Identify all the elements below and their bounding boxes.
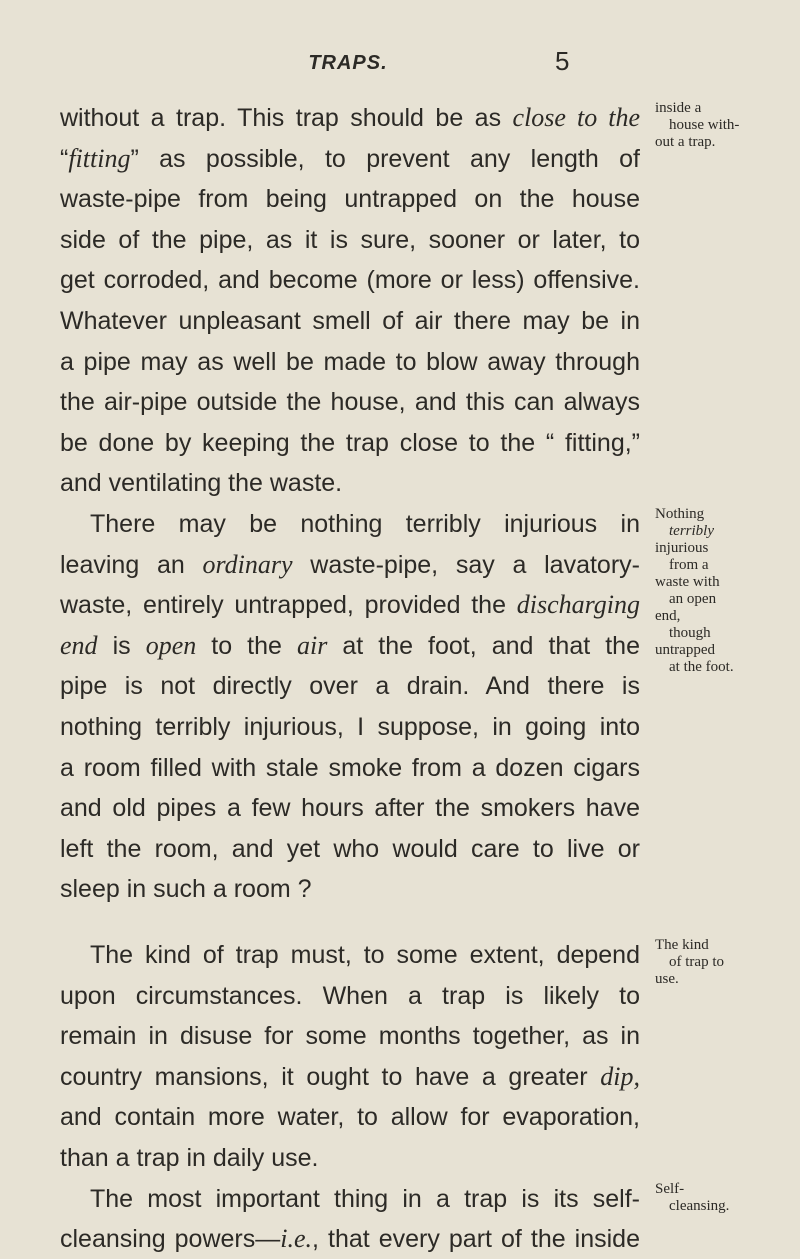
page-header	[0, 46, 800, 92]
margin-note-line: end,	[655, 608, 681, 624]
text-segment: is	[97, 631, 146, 660]
text-segment: , that every part of the inside	[312, 1225, 640, 1254]
text-line	[60, 342, 640, 382]
margin-note-line: an open	[669, 591, 717, 607]
italic-text: open	[145, 630, 197, 660]
margin-note-line: use.	[655, 971, 679, 987]
text-line	[60, 788, 640, 828]
margin-note-line: from a	[669, 557, 709, 573]
italic-text: end	[60, 630, 98, 660]
text-segment: and ventilating the waste.	[60, 469, 343, 498]
italic-text: dip,	[600, 1061, 640, 1091]
margin-note-line: Self-	[655, 1180, 685, 1197]
text-segment: Whatever unpleasant smell of air there may be in	[60, 307, 640, 335]
margin-note-line: injurious	[655, 540, 709, 556]
text-segment: The most important thing in a trap is its self-	[90, 1184, 640, 1213]
margin-note-line: inside a	[655, 100, 702, 116]
text-segment: and old pipes a few hours after the smokers have	[60, 794, 640, 823]
text-line	[60, 869, 640, 909]
text-segment: get corroded, and become (more or less) offensive.	[60, 266, 640, 295]
margin-note	[655, 506, 795, 676]
text-line	[60, 935, 640, 975]
text-segment: waste-pipe from being untrapped on the house	[60, 185, 640, 214]
margin-note-line: house with-	[669, 117, 740, 133]
text-segment: leaving an	[60, 550, 203, 579]
text-segment: left the room, and yet who would care to live or	[60, 834, 640, 863]
margin-note-line: of trap to	[669, 954, 724, 970]
text-segment: waste-pipe, say a lavatory-	[292, 550, 640, 579]
text-segment: The kind of trap must, to some extent, depend	[90, 941, 640, 969]
text-line	[60, 976, 640, 1016]
text-segment: “	[60, 144, 69, 173]
text-line	[60, 260, 640, 300]
italic-text: air	[296, 630, 328, 660]
text-segment: upon circumstances. When a trap is likely to	[60, 981, 640, 1010]
margin-note-line: out a trap.	[655, 134, 716, 150]
text-segment: than a trap in daily use.	[60, 1144, 319, 1172]
text-segment: side of the pipe, as it is sure, sooner or later, to	[60, 225, 640, 254]
text-line	[60, 179, 640, 219]
text-line	[60, 220, 640, 260]
italic-text: ordinary	[202, 549, 293, 579]
text-line	[60, 1219, 640, 1259]
text-line	[60, 301, 640, 341]
text-line	[60, 1097, 640, 1137]
text-line	[60, 1179, 640, 1219]
text-segment: at the foot, and that the	[327, 631, 640, 660]
text-line	[60, 382, 640, 422]
text-segment: a pipe may as well be made to blow away through	[60, 347, 640, 376]
text-segment: pipe is not directly over a drain. And there is	[60, 672, 640, 701]
text-line	[60, 463, 640, 503]
text-line	[60, 98, 640, 138]
text-line	[60, 748, 640, 788]
margin-note-line: The kind	[655, 937, 709, 953]
margin-note	[655, 1181, 795, 1215]
margin-note-line: Nothing	[655, 506, 705, 522]
page-number: 5	[555, 46, 570, 76]
margin-note-line: waste with	[655, 574, 720, 590]
text-line	[60, 585, 640, 625]
text-segment: nothing terribly injurious, I suppose, in going into	[60, 713, 640, 741]
margin-note-line: though	[669, 625, 711, 641]
text-line	[60, 1057, 640, 1097]
text-segment: without a trap. This trap should be as	[60, 104, 513, 132]
text-segment: be done by keeping the trap close to the “ fitting,”	[60, 428, 640, 457]
text-line	[60, 707, 640, 747]
italic-text: discharging	[516, 590, 640, 620]
italic-text: i.e.	[280, 1224, 313, 1254]
text-segment: the air-pipe outside the house, and this can always	[60, 388, 640, 417]
running-head: TRAPS.	[308, 52, 388, 74]
text-segment: country mansions, it ought to have a greater	[60, 1062, 601, 1091]
text-line	[60, 545, 640, 585]
text-line	[60, 666, 640, 706]
text-segment: There may be nothing terribly injurious in	[90, 510, 640, 538]
margin-note-line: terribly	[669, 523, 714, 539]
text-segment: ” as possible, to prevent any length of	[130, 144, 640, 173]
margin-note	[655, 100, 795, 151]
margin-note-line: untrapped	[655, 642, 715, 658]
text-line	[60, 139, 640, 179]
text-segment: cleansing powers—	[60, 1225, 281, 1254]
margin-note	[655, 937, 795, 988]
text-line	[60, 423, 640, 463]
text-segment: waste, entirely untrapped, provided the	[60, 591, 517, 620]
text-line	[60, 1138, 640, 1178]
text-line	[60, 829, 640, 869]
text-segment: and contain more water, to allow for evaporation,	[60, 1103, 640, 1132]
text-segment: remain in disuse for some months together, as in	[60, 1022, 640, 1051]
text-segment: sleep in such a room ?	[60, 875, 312, 904]
italic-text: fitting	[68, 143, 131, 173]
italic-text: close to the	[512, 103, 640, 132]
text-segment: a room filled with stale smoke from a dozen cigars	[60, 753, 640, 782]
text-line	[60, 504, 640, 544]
text-line	[60, 626, 640, 666]
text-line	[60, 1016, 640, 1056]
text-segment: to the	[196, 631, 297, 660]
margin-note-line: at the foot.	[669, 659, 734, 675]
margin-note-line: cleansing.	[669, 1197, 730, 1214]
